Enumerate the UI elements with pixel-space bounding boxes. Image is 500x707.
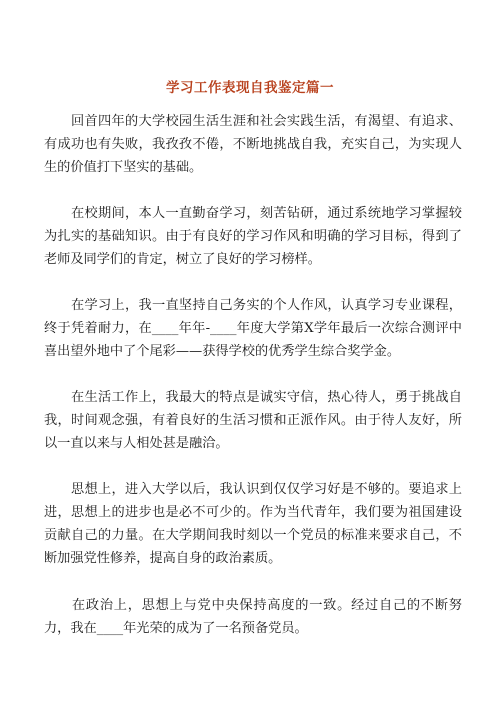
paragraph-6: 在政治上，思想上与党中央保持高度的一致。经过自己的不断努力，我在____年光荣的成为了一名预备党员。 — [44, 598, 462, 636]
paragraph-5: 思想上，进入大学以后，我认识到仅仅学习好是不够的。要追求上进，思想上的进步也是必不可少的。作为当代青年，我们要为祖国建设贡献自己的力量。在大学期间我时刻以一个党员的标准来要求自己，不断加强党性修养，提高自身的政治素质。 — [44, 482, 462, 566]
document-title: 学习工作表现自我鉴定篇一 — [166, 80, 334, 96]
paragraph-1: 回首四年的大学校园生活生涯和社会实践生活，有渴望、有追求、有成功也有失败，我孜孜不倦，不断地挑战自我，充实自己，为实现人生的价值打下坚实的基础。 — [44, 114, 462, 175]
paragraph-4: 在生活工作上，我最大的特点是诚实守信，热心待人，勇于挑战自我，时间观念强，有着良好的生活习惯和正派作风。由于待人友好，所以一直以来与人相处甚是融洽。 — [44, 390, 462, 451]
paragraph-3: 在学习上，我一直坚持自己务实的个人作风，认真学习专业课程，终于凭着耐力，在____年年-____年度大学第X学年最后一次综合测评中喜出望外地中了个尾彩——获得学校的优秀学生综合奖学金。 — [44, 298, 462, 359]
paragraph-2: 在校期间，本人一直勤奋学习，刻苦钻研，通过系统地学习掌握较为扎实的基础知识。由于有良好的学习作风和明确的学习目标，得到了老师及同学们的肯定，树立了良好的学习榜样。 — [44, 206, 462, 267]
